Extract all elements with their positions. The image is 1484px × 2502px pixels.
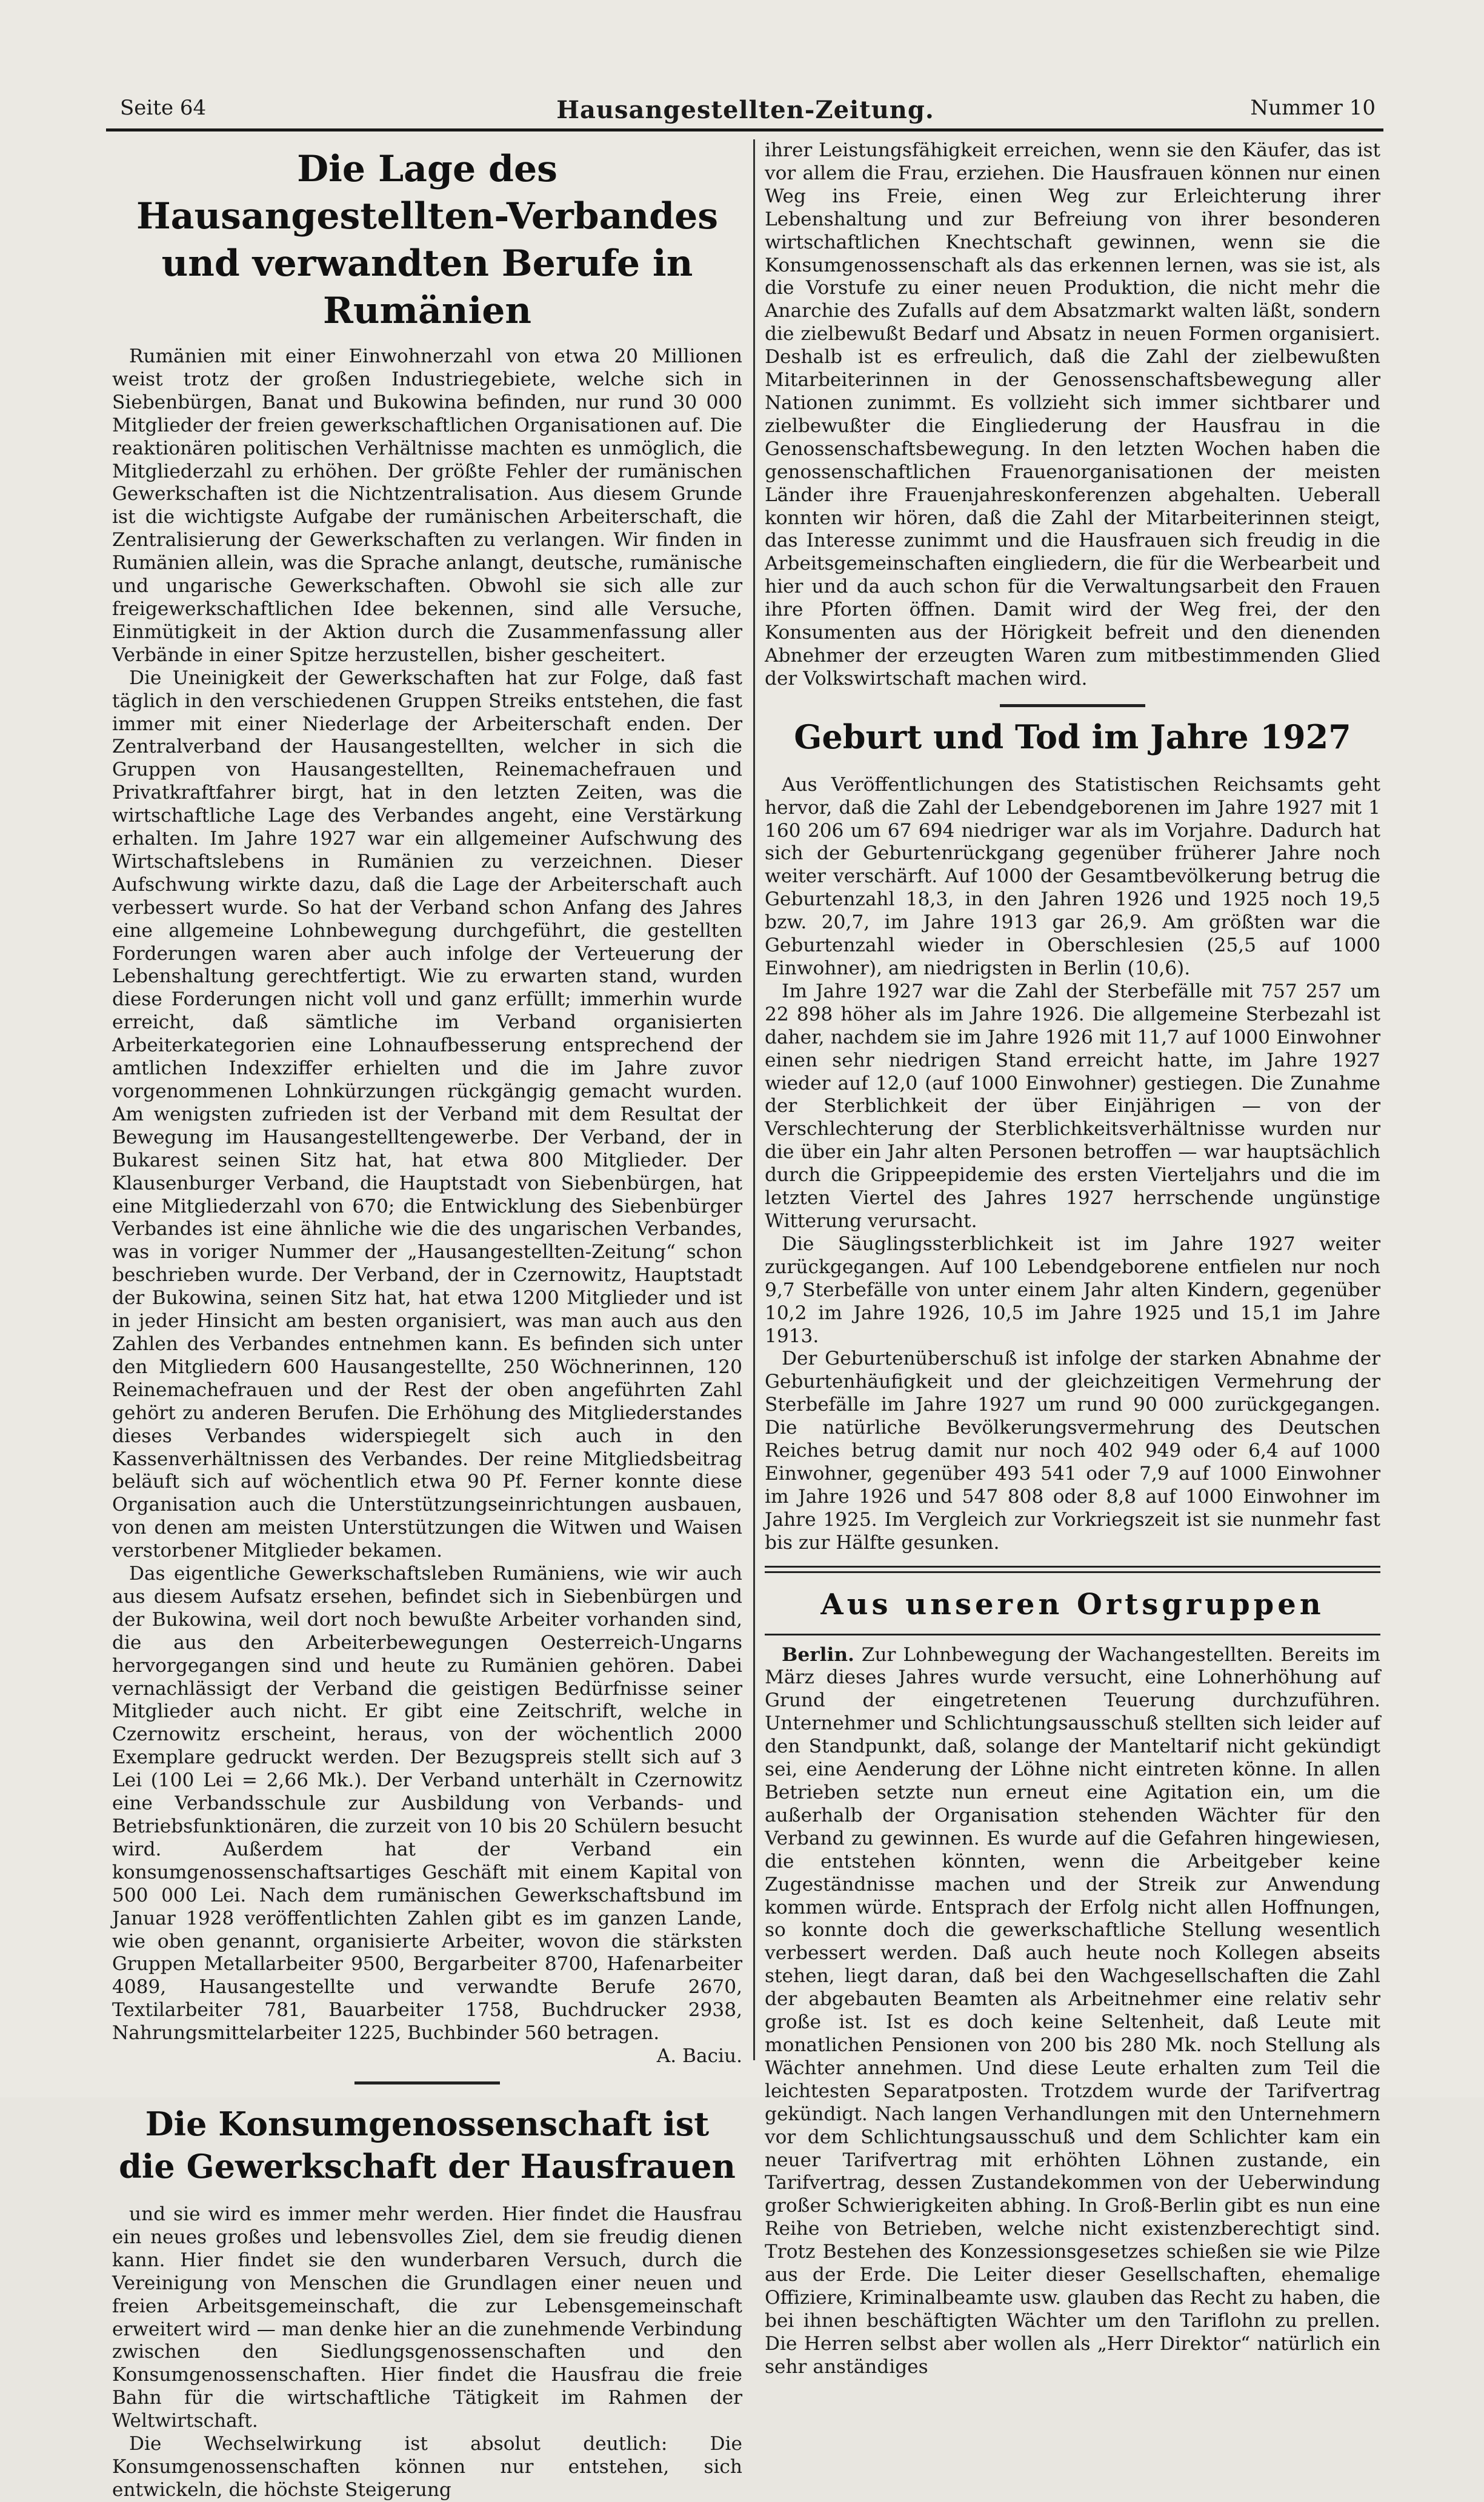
masthead-title: Hausangestellten-Zeitung. [556, 96, 934, 124]
column-divider [753, 139, 755, 2060]
article4-place: Berlin. [782, 1643, 854, 1666]
article1-author: A. Baciu. [656, 2045, 742, 2068]
section-divider-2 [1000, 704, 1145, 707]
article2-paragraph-2-start: Die Wechselwirkung ist absolut deutlich: Die Konsumgenossenschaften können nur entstehen, sich entwickeln, die höchste Steigerung [112, 2433, 742, 2501]
article2-paragraph-2-continued: ihrer Leistungsfähigkeit erreichen, wenn sie den Käufer, das ist vor allem die Frau, erziehen. Die Hausfrauen können nur einen Weg ins Freie, einen Weg zur Erleichterung ihrer Lebenshaltung und zur Befreiung von ihrer besonderen wirtschaftlichen Knechtschaft gewinnen, wenn sie die Konsumgenossenschaft als das erkennen lernen, was sie ist, als die Vorstufe zu einer neuen Produktion, die nicht mehr die Anarchie des Zufalls auf dem Absatzmarkt walten läßt, sondern die zielbewußt Bedarf und Absatz in neuen Formen organisiert. Deshalb ist es erfreulich, daß die Zahl der zielbewußten Mitarbeiterinnen in der Genossenschaftsbewegung aller Nationen zunimmt. Es vollzieht sich immer sichtbarer und zielbewußter die Eingliederung der Hausfrau in die Genossenschaftsbewegung. In den letzten Wochen haben die genossenschaftlichen Frauenorganisationen der meisten Länder ihre Frauenjahreskonferenzen abgehalten. Ueberall konnten wir hören, daß die Zahl der Mitarbeiterinnen steigt, das Interesse zunimmt und die Hausfrauen sich freudig in die Arbeitsgemeinschaften eingliedern, die für die Werbearbeit und hier und da auch schon für die Verwaltungsarbeit den Frauen ihre Pforten öffnen. Damit wird der Weg frei, der den Konsumenten aus der Hörigkeit befreit und den dienenden Abnehmer der erzeugten Waren zum mitbestimmenden Glied der Volkswirtschaft machen wird. [765, 139, 1380, 690]
section-divider [354, 2081, 500, 2084]
article2-paragraph-1: und sie wird es immer mehr werden. Hier findet die Hausfrau ein neues großes und lebensvolles Ziel, dem sie freudig dienen kann. Hier findet sie den wunderbaren Versuch, durch die Vereinigung von Menschen die Grundlagen einer neuen und freien Arbeitsgemeinschaft, die zur Lebensgemeinschaft erweitert wird — man denke hier an die zunehmende Verbindung zwischen den Siedlungsgenossenschaften und den Konsumgenossenschaften. Hier findet die Hausfrau die freie Bahn für die wirtschaftliche Tätigkeit im Rahmen der Weltwirtschaft. [112, 2203, 742, 2432]
article3-paragraph-4: Der Geburtenüberschuß ist infolge der starken Abnahme der Geburtenhäufigkeit und der gleichzeitigen Vermehrung der Sterbefälle im Jahre 1927 um rund 90 000 zurückgegangen. Die natürliche Bevölkerungsvermehrung des Deutschen Reiches betrug damit nur noch 402 949 oder 6,4 auf 1000 Einwohner, gegenüber 493 541 oder 7,9 auf 1000 Einwohner im Jahre 1926 und 547 808 oder 8,8 auf 1000 Einwohner im Jahre 1925. Im Vergleich zur Vorkriegszeit ist sie nunmehr fast bis zur Hälfte gesunken. [765, 1348, 1380, 1554]
article2-title: Die Konsumgenossenschaft ist die Gewerkschaft der Hausfrauen [119, 2104, 736, 2186]
right-column [765, 139, 1380, 2379]
section-rule-under-title [765, 1634, 1380, 1635]
article3-title: Geburt und Tod im Jahre 1927 [794, 717, 1351, 756]
article4-paragraph [765, 1644, 1380, 2379]
article3-paragraph-3: Die Säuglingssterblichkeit ist im Jahre 1927 weiter zurückgegangen. Auf 100 Lebendgeborene entfielen nur noch 9,7 Sterbefälle von unter einem Jahr alten Kindern, gegenüber 10,2 im Jahre 1926, 10,5 im Jahre 1925 und 15,1 im Jahre 1913. [765, 1233, 1380, 1347]
article4-title: Aus unseren Ortsgruppen [820, 1587, 1325, 1622]
header-rule [106, 128, 1383, 131]
article4-text: Zur Lohnbewegung der Wachangestellten. Bereits im März dieses Jahres wurde versucht, eine Lohnerhöhung auf Grund der eingetretenen Teuerung durchzuführen. Unternehmer und Schlichtungsausschuß stellten sich leider auf den Standpunkt, daß, solange der Manteltarif nicht gekündigt sei, eine Aenderung der Löhne nicht eintreten könne. In allen Betrieben setzte nun erneut eine Agitation ein, um die außerhalb der Organisation stehenden Wächter für den Verband zu gewinnen. Es wurde auf die Gefahren hingewiesen, die entstehen könnten, wenn die Arbeitgeber keine Zugeständnisse machen und der Streik zur Anwendung kommen würde. Entsprach der Erfolg nicht allen Hoffnungen, so konnte doch die gewerkschaftliche Stellung wesentlich verbessert werden. Daß auch heute noch Kollegen abseits stehen, liegt daran, daß bei den Wachgesellschaften die Zahl der abgebauten Beamten als Arbeitnehmer eine relativ sehr große ist. Ist es doch keine Seltenheit, daß Leute mit monatlichen Pensionen von 200 bis 280 Mk. noch Stellung als Wächter annehmen. Und diese Leute erhalten zum Teil die leichtesten Separatposten. Trotzdem wurde der Tarifvertrag gekündigt. Nach langen Verhandlungen mit den Unternehmern vor dem Schlichtungsausschuß und dem Schlichter kam ein neuer Tarifvertrag mit erhöhten Löhnen zustande, ein Tarifvertrag, dessen Zustandekommen von der Ueberwindung großer Schwierigkeiten abhing. In Groß-Berlin gibt es nun eine Reihe von Betrieben, welche nicht existenzberechtigt sind. Trotz Bestehen des Konzessionsgesetzes schießen sie wie Pilze aus der Erde. Die Leiter dieser Gesellschaften, ehemalige Offiziere, Kriminalbeamte usw. glauben das Recht zu haben, die bei ihnen beschäftigten Wächter um den Tariflohn zu prellen. Die Herren selbst aber wollen als „Herr Direktor“ natürlich ein sehr anständiges [765, 1643, 1381, 2378]
article1-title: Die Lage des Hausangestellten-Verbandes und verwandten Berufe in Rumänien [136, 148, 719, 332]
page-header [109, 96, 1382, 132]
section-rule-top [765, 1566, 1380, 1568]
article1-paragraph-1: Rumänien mit einer Einwohnerzahl von etwa 20 Millionen weist trotz der großen Industriegebiete, welche sich in Siebenbürgen, Banat und Bukowina befinden, nur rund 30 000 Mitglieder der freien gewerkschaftlichen Organisationen auf. Die reaktionären politischen Verhältnisse machten es unmöglich, die Mitgliederzahl zu erhöhen. Der größte Fehler der rumänischen Gewerkschaften ist die Nichtzentralisation. Aus diesem Grunde ist die wichtigste Aufgabe der rumänischen Arbeiterschaft, die Zentralisierung der Gewerkschaften zu verlangen. Wir finden in Rumänien allein, was die Sprache anlangt, deutsche, rumänische und ungarische Gewerkschaften. Obwohl sie sich alle zur freigewerkschaftlichen Idee bekennen, sind alle Versuche, Einmütigkeit in der Aktion durch die Zusammenfassung aller Verbände in einer Spitze herzustellen, bisher gescheitert. [112, 345, 742, 666]
article3-paragraph-2: Im Jahre 1927 war die Zahl der Sterbefälle mit 757 257 um 22 898 höher als im Jahre 1926. Die allgemeine Sterbezahl ist daher, nachdem sie im Jahre 1926 mit 11,7 auf 1000 Einwohner einen sehr niedrigen Stand erreicht hatte, im Jahre 1927 wieder auf 12,0 (auf 1000 Einwohner) gestiegen. Die Zunahme der Sterblichkeit der über Einjährigen — von der Verschlechterung der Sterblichkeitsverhältnisse wurden nur die über ein Jahr alten Personen betroffen — war hauptsächlich durch die Grippeepidemie des ersten Vierteljahrs und die im letzten Viertel des Jahres 1927 herrschende ungünstige Witterung verursacht. [765, 980, 1380, 1232]
article1-paragraph-2: Die Uneinigkeit der Gewerkschaften hat zur Folge, daß fast täglich in den verschiedenen Gruppen Streiks entstehen, die fast immer mit einer Niederlage der Arbeiterschaft enden. Der Zentralverband der Hausangestellten, welcher in sich die Gruppen von Hausangestellten, Reinemachefrauen und Privatkraftfahrer birgt, hat in den letzten Zeiten, was die wirtschaftliche Lage des Verbandes angeht, eine Verstärkung erhalten. Im Jahre 1927 war ein allgemeiner Aufschwung des Wirtschaftslebens in Rumänien zu verzeichnen. Dieser Aufschwung wirkte dazu, daß die Lage der Arbeiterschaft auch verbessert wurde. So hat der Verband schon Anfang des Jahres eine allgemeine Lohnbewegung durchgeführt, die gestellten Forderungen waren aber auch infolge der Verteuerung der Lebenshaltung gerechtfertigt. Wie zu erwarten stand, wurden diese Forderungen nicht voll und ganz erfüllt; immerhin wurde erreicht, daß sämtliche im Verband organisierten Arbeiterkategorien eine Lohnaufbesserung entsprechend der amtlichen Indexziffer erhielten und die im Jahre zuvor vorgenommenen Lohnkürzungen rückgängig gemacht wurden. Am wenigsten zufrieden ist der Verband mit dem Resultat der Bewegung im Hausangestelltengewerbe. Der Verband, der in Bukarest seinen Sitz hat, hat etwa 800 Mitglieder. Der Klausenburger Verband, die Hauptstadt von Siebenbürgen, hat eine Mitgliederzahl von 670; die Entwicklung des Siebenbürger Verbandes ist eine ähnliche wie die des ungarischen Verbandes, was in voriger Nummer der „Hausangestellten-Zeitung“ schon beschrieben wurde. Der Verband, der in Czernowitz, Hauptstadt der Bukowina, seinen Sitz hat, hat etwa 1200 Mitglieder und ist in jeder Hinsicht am besten organisiert, was man auch aus den Zahlen des Verbandes entnehmen kann. Es befinden sich unter den Mitgliedern 600 Hausangestellte, 250 Wöchnerinnen, 120 Reinemachefrauen und der Rest der oben angeführten Zahl gehört zu anderen Berufen. Die Erhöhung des Mitgliederstandes dieses Verbandes widerspiegelt sich auch in den Kassenverhältnissen des Verbandes. Der reine Mitgliedsbeitrag beläuft sich auf wöchentlich etwa 90 Pf. Ferner konnte diese Organisation auch die Unterstützungseinrichtungen ausbauen, von denen am meisten Unterstützungen die Witwen und Waisen verstorbener Mitglieder bekamen. [112, 667, 742, 1562]
article3-paragraph-1: Aus Veröffentlichungen des Statistischen Reichsamts geht hervor, daß die Zahl der Lebendgeborenen im Jahre 1927 mit 1 160 206 um 67 694 niedriger war als im Vorjahre. Dadurch hat sich der Geburtenrückgang gegenüber früherer Jahre noch weiter verschärft. Auf 1000 der Gesamtbevölkerung betrug die Geburtenzahl 18,3, in den Jahren 1926 und 1925 noch 19,5 bzw. 20,7, im Jahre 1913 gar 26,9. Am größten war die Geburtenzahl wieder in Oberschlesien (25,5 auf 1000 Einwohner), am niedrigsten in Berlin (10,6). [765, 773, 1380, 979]
article1-paragraph-3: Das eigentliche Gewerkschaftsleben Rumäniens, wie wir auch aus diesem Aufsatz ersehen, befindet sich in Siebenbürgen und der Bukowina, weil dort noch bewußte Arbeiter vorhanden sind, die aus den Arbeiterbewegungen Oesterreich-Ungarns hervorgegangen sind und heute zu Rumänien gehören. Dabei vernachlässigt der Verband die geistigen Bedürfnisse seiner Mitglieder auch nicht. Er gibt eine Zeitschrift, welche in Czernowitz erscheint, heraus, von der wöchentlich 2000 Exemplare gedruckt werden. Der Bezugspreis stellt sich auf 3 Lei (100 Lei = 2,66 Mk.). Der Verband unterhält in Czernowitz eine Verbandsschule zur Ausbildung von Verbands- und Betriebsfunktionären, die zurzeit von 10 bis 20 Schülern besucht wird. Außerdem hat der Verband ein konsumgenossenschaftsartiges Geschäft mit einem Kapital von 500 000 Lei. Nach dem rumänischen Gewerkschaftsbund im Januar 1928 veröffentlichten Zahlen gibt es im ganzen Lande, wie oben genannt, organisierte Arbeiter, wovon die stärksten Gruppen Metallarbeiter 9500, Bergarbeiter 8700, Hafenarbeiter 4089, Hausangestellte und verwandte Berufe 2670, Textilarbeiter 781, Bauarbeiter 1758, Buchdrucker 2938, Nahrungsmittelarbeiter 1225, Buchbinder 560 betragen. [112, 1563, 742, 2045]
left-column [112, 139, 742, 2502]
section-rule-bottom [765, 1571, 1380, 1573]
page-number: Seite 64 [120, 96, 207, 120]
issue-number: Nummer 10 [1250, 96, 1376, 120]
